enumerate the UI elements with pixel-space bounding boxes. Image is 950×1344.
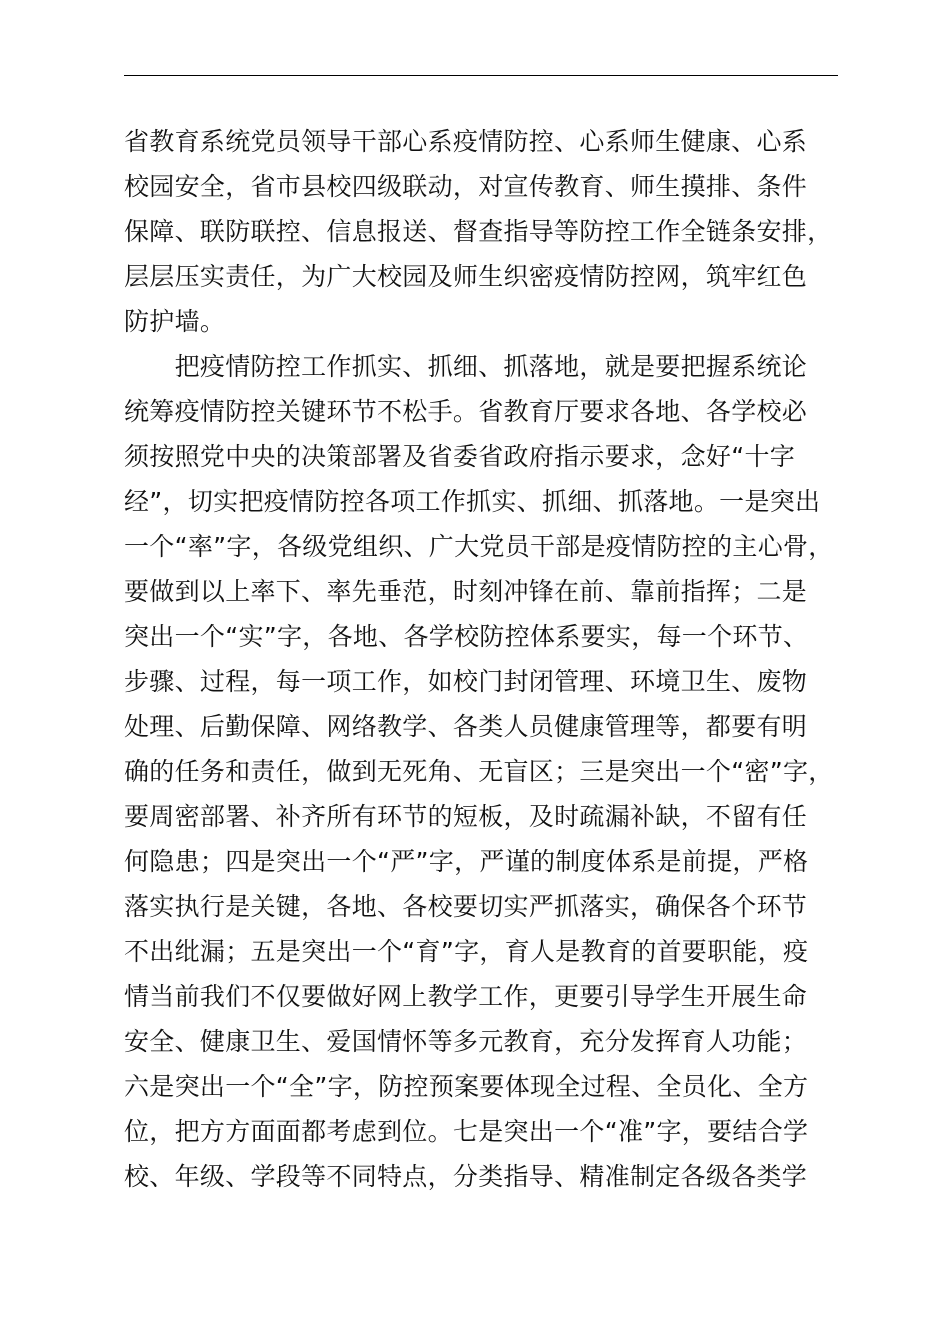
text-line: 省教育系统党员领导干部心系疫情防控、心系师生健康、心系 — [124, 127, 808, 156]
text-line: 步骤、过程，每一项工作，如校门封闭管理、环境卫生、废物 — [124, 667, 808, 696]
text-line: 要周密部署、补齐所有环节的短板，及时疏漏补缺，不留有任 — [124, 802, 808, 831]
text-line: 统筹疫情防控关键环节不松手。省教育厅要求各地、各学校必 — [124, 397, 808, 426]
text-line: 情当前我们不仅要做好网上教学工作，更要引导学生开展生命 — [124, 982, 808, 1011]
text-line: 突出一个“实”字，各地、各学校防控体系要实，每一个环节、 — [124, 622, 809, 651]
text-line: 校园安全，省市县校四级联动，对宣传教育、师生摸排、条件 — [124, 172, 808, 201]
text-line: 防护墙。 — [124, 307, 226, 336]
text-line: 处理、后勤保障、网络教学、各类人员健康管理等，都要有明 — [124, 712, 808, 741]
text-line: 落实执行是关键，各地、各校要切实严抓落实，确保各个环节 — [124, 892, 808, 921]
text-line: 一个“率”字，各级党组织、广大党员干部是疫情防控的主心骨， — [124, 532, 834, 561]
body-text — [124, 119, 864, 1199]
text-line: 层层压实责任，为广大校园及师生织密疫情防控网，筑牢红色 — [124, 262, 808, 291]
text-line: 安全、健康卫生、爱国情怀等多元教育，充分发挥育人功能； — [124, 1027, 808, 1056]
text-line: 要做到以上率下、率先垂范，时刻冲锋在前、靠前指挥；二是 — [124, 577, 808, 606]
header-rule — [124, 75, 838, 76]
text-line: 须按照党中央的决策部署及省委省政府指示要求，念好“十字 — [124, 442, 796, 471]
text-line: 位，把方方面面都考虑到位。七是突出一个“准”字，要结合学 — [124, 1117, 809, 1146]
text-line: 经”，切实把疫情防控各项工作抓实、抓细、抓落地。一是突出 — [124, 487, 821, 516]
text-line: 不出纰漏；五是突出一个“育”字，育人是教育的首要职能，疫 — [124, 937, 809, 966]
text-line: 何隐患；四是突出一个“严”字，严谨的制度体系是前提，严格 — [124, 847, 809, 876]
text-line: 确的任务和责任，做到无死角、无盲区；三是突出一个“密”字， — [124, 757, 834, 786]
text-line: 校、年级、学段等不同特点，分类指导、精准制定各级各类学 — [124, 1162, 808, 1191]
text-line: 保障、联防联控、信息报送、督查指导等防控工作全链条安排， — [124, 217, 833, 246]
text-line: 六是突出一个“全”字，防控预案要体现全过程、全员化、全方 — [124, 1072, 809, 1101]
text-line: 把疫情防控工作抓实、抓细、抓落地，就是要把握系统论 — [124, 352, 808, 381]
